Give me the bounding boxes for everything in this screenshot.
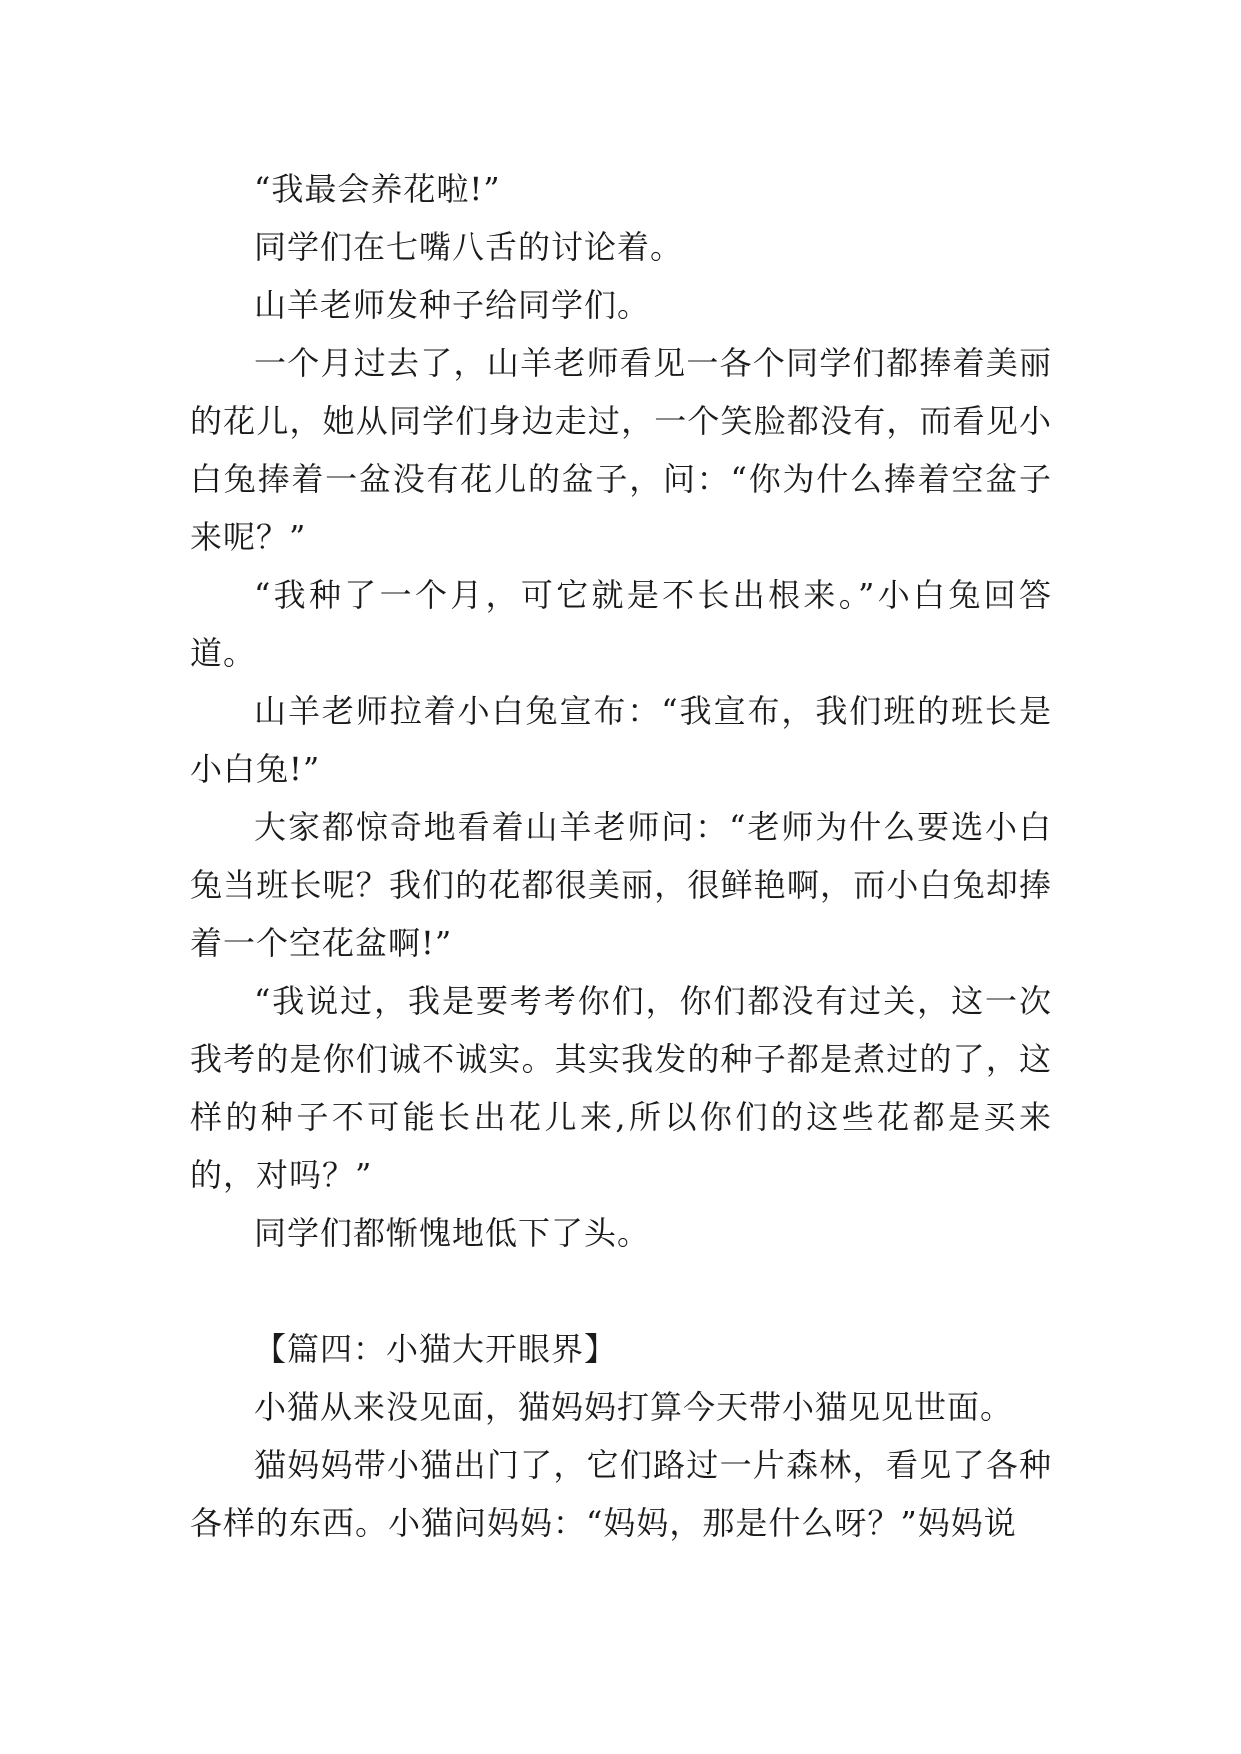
paragraph: 同学们都惭愧地低下了头。 — [254, 1214, 651, 1252]
paragraph: “我最会养花啦!” — [254, 170, 501, 208]
section-heading: 【篇四：小猫大开眼界】 — [254, 1330, 618, 1368]
paragraph: “我种了一个月，可它就是不长出根来。”小白兔回答道。 — [190, 576, 1052, 672]
paragraph: 山羊老师发种子给同学们。 — [254, 286, 651, 324]
paragraph: 猫妈妈带小猫出门了，它们路过一片森林，看见了各种各样的东西。小猫问妈妈：“妈妈，那是什么呀？”妈妈说 — [190, 1446, 1052, 1542]
document-body — [190, 160, 1052, 1552]
paragraph: 同学们在七嘴八舌的讨论着。 — [254, 228, 684, 266]
paragraph: “我说过，我是要考考你们，你们都没有过关，这一次我考的是你们诚不诚实。其实我发的种子都是煮过的了，这样的种子不可能长出花儿来,所以你们的这些花都是买来的，对吗？” — [190, 982, 1052, 1194]
paragraph: 山羊老师拉着小白兔宣布：“我宣布，我们班的班长是小白兔!” — [190, 692, 1052, 788]
paragraph: 小猫从来没见面，猫妈妈打算今天带小猫见见世面。 — [254, 1388, 1014, 1426]
paragraph: 大家都惊奇地看着山羊老师问：“老师为什么要选小白兔当班长呢？我们的花都很美丽，很鲜艳啊，而小白兔却捧着一个空花盆啊!” — [190, 808, 1052, 962]
paragraph: 一个月过去了，山羊老师看见一各个同学们都捧着美丽的花儿，她从同学们身边走过，一个笑脸都没有，而看见小白兔捧着一盆没有花儿的盆子，问：“你为什么捧着空盆子来呢？” — [190, 344, 1052, 556]
section-spacer — [190, 1262, 1052, 1320]
